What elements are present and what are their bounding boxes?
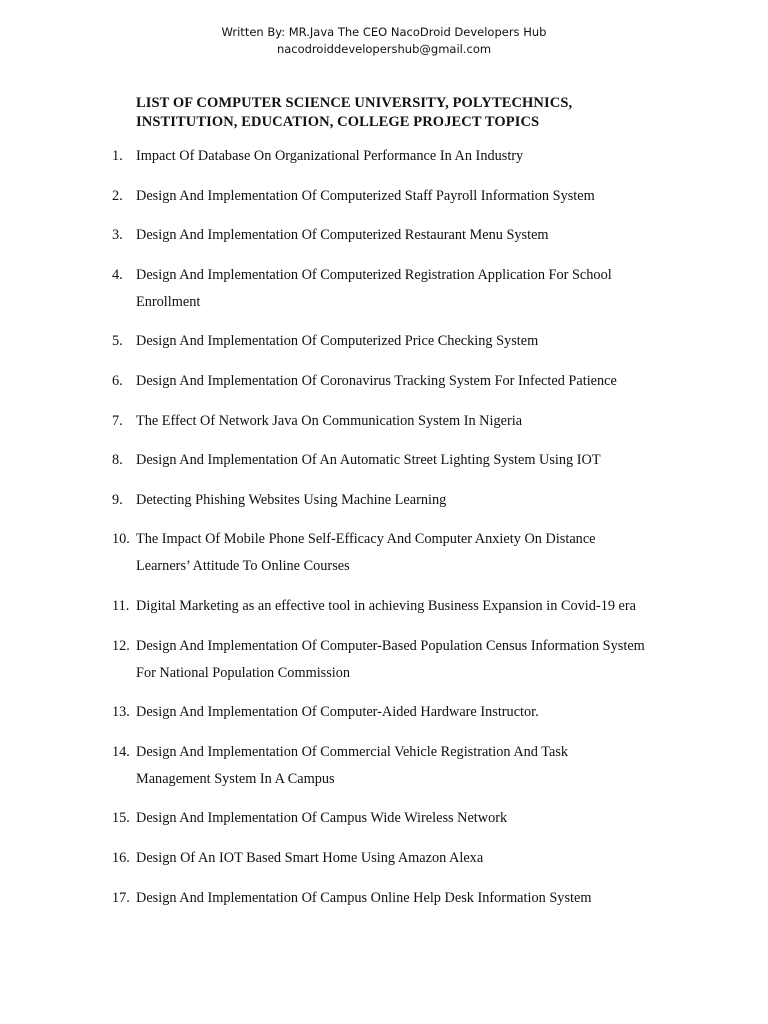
- list-item-text: [136, 739, 691, 793]
- list-item-line: Design And Implementation Of Computerized Registration Application For School: [136, 266, 612, 283]
- list-item-number: 5.: [112, 333, 123, 350]
- list-item-number: 13.: [112, 704, 130, 721]
- list-item-line: Design And Implementation Of Computerized Restaurant Menu System: [136, 227, 549, 244]
- list-item-line: Design And Implementation Of Coronavirus Tracking System For Infected Patience: [136, 372, 617, 389]
- list-item-line: Design And Implementation Of Computer-Aided Hardware Instructor.: [136, 704, 539, 721]
- list-item: [0, 805, 768, 832]
- list-item-text: [136, 526, 691, 580]
- list-item-line: The Effect Of Network Java On Communication System In Nigeria: [136, 412, 523, 429]
- list-item-number: 12.: [112, 637, 130, 654]
- list-item: [0, 143, 768, 170]
- list-item-number: 6.: [112, 372, 123, 389]
- list-item-line: Design And Implementation Of Computer-Based Population Census Information System: [136, 637, 645, 654]
- list-item-line: Impact Of Database On Organizational Performance In An Industry: [136, 148, 524, 164]
- list-item-line: Management System In A Campus: [136, 770, 335, 787]
- list-item-number: 2.: [112, 187, 123, 204]
- author-email: nacodroiddevelopershub@gmail.com: [276, 42, 492, 56]
- list-item-number: 9.: [112, 491, 123, 508]
- list-item-line: For National Population Commission: [136, 664, 351, 681]
- list-item-line: Design And Implementation Of Campus Wide Wireless Network: [136, 810, 508, 827]
- list-item-text: [136, 487, 691, 514]
- topic-list: [0, 143, 768, 924]
- list-item-text: [136, 845, 691, 872]
- list-item-line: Design And Implementation Of Computerized Price Checking System: [136, 333, 539, 350]
- list-item-number: 10.: [112, 531, 130, 548]
- list-item-number: 16.: [112, 849, 130, 866]
- list-item-line: Design And Implementation Of Computerized Staff Payroll Information System: [136, 187, 595, 204]
- page-header: [0, 24, 768, 58]
- list-item-line: Detecting Phishing Websites Using Machine Learning: [136, 491, 447, 508]
- list-item-text: [136, 368, 691, 395]
- list-item-text: [136, 885, 691, 912]
- list-item-text: [136, 447, 691, 474]
- list-item-line: Digital Marketing as an effective tool in achieving Business Expansion in Covid-19 era: [136, 597, 637, 614]
- list-item-text: [136, 222, 691, 249]
- list-item: [0, 885, 768, 912]
- list-item-line: Learners’ Attitude To Online Courses: [136, 558, 350, 575]
- list-item: [0, 845, 768, 872]
- list-item-text: [136, 633, 691, 687]
- list-item: [0, 487, 768, 514]
- list-item-text: [136, 593, 691, 620]
- list-item-text: [136, 699, 691, 726]
- list-item: [0, 699, 768, 726]
- list-item-number: 7.: [112, 412, 123, 429]
- list-item-line: The Impact Of Mobile Phone Self-Efficacy And Computer Anxiety On Distance: [136, 531, 596, 548]
- list-item-text: [136, 183, 691, 210]
- list-item: [0, 408, 768, 435]
- list-item: [0, 328, 768, 355]
- title-line: INSTITUTION, EDUCATION, COLLEGE PROJECT TOPICS: [136, 113, 540, 130]
- list-item-text: [136, 328, 691, 355]
- list-item-number: 1.: [112, 148, 123, 164]
- list-item-line: Design And Implementation Of Campus Online Help Desk Information System: [136, 889, 592, 906]
- list-item-number: 17.: [112, 889, 130, 906]
- document-title: [136, 94, 696, 131]
- list-item: [0, 183, 768, 210]
- list-item-line: Design And Implementation Of Commercial Vehicle Registration And Task: [136, 743, 569, 760]
- list-item-number: 14.: [112, 743, 130, 760]
- list-item-text: [136, 143, 691, 170]
- list-item: [0, 262, 768, 316]
- list-item-text: [136, 408, 691, 435]
- list-item: [0, 368, 768, 395]
- list-item-line: Enrollment: [136, 293, 201, 310]
- list-item: [0, 222, 768, 249]
- list-item: [0, 593, 768, 620]
- list-item-number: 3.: [112, 227, 123, 244]
- list-item-text: [136, 262, 691, 316]
- list-item-number: 15.: [112, 810, 130, 827]
- title-line: LIST OF COMPUTER SCIENCE UNIVERSITY, POLYTECHNICS,: [136, 95, 573, 111]
- list-item: [0, 447, 768, 474]
- list-item-number: 11.: [112, 597, 130, 614]
- list-item: [0, 526, 768, 580]
- list-item-number: 8.: [112, 452, 123, 469]
- list-item: [0, 739, 768, 793]
- list-item-number: 4.: [112, 266, 123, 283]
- list-item-line: Design And Implementation Of An Automatic Street Lighting System Using IOT: [136, 452, 601, 469]
- author-line: Written By: MR.Java The CEO NacoDroid Developers Hub: [221, 25, 547, 39]
- list-item: [0, 633, 768, 687]
- list-item-text: [136, 805, 691, 832]
- list-item-line: Design Of An IOT Based Smart Home Using Amazon Alexa: [136, 849, 484, 866]
